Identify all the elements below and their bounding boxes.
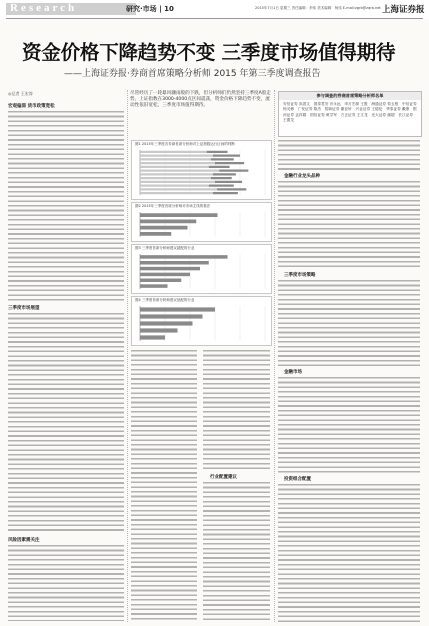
- bar-low: [140, 188, 217, 190]
- bar: [140, 284, 168, 288]
- byline: ◎记者 王宏涛: [8, 91, 33, 96]
- bar-low: [140, 173, 213, 175]
- bar-low: [140, 162, 215, 164]
- bar-range: [215, 162, 244, 164]
- chart-3-title: 图3 三季度首席分析师建议超配的行业: [135, 246, 195, 250]
- bar: [140, 213, 218, 217]
- chart-1: [131, 140, 272, 200]
- bar-low: [140, 177, 211, 179]
- newspaper-logo: 上海证券报: [382, 5, 425, 15]
- bar-low: [140, 155, 213, 157]
- chart-2: [131, 202, 272, 242]
- section-name: 研究·市场 | 10: [126, 5, 174, 13]
- section-heading-right-4: 投资组合配置: [284, 477, 311, 482]
- bar-range: [209, 185, 234, 187]
- bar-low: [140, 166, 209, 168]
- bar: [140, 328, 178, 332]
- bar: [140, 220, 196, 224]
- subheadline: ——上海证券报·券商首席策略分析师 2015 年第三季度调查报告: [64, 69, 321, 79]
- bar-range: [213, 155, 240, 157]
- bar-range: [215, 181, 242, 183]
- bar-range: [211, 177, 232, 179]
- chart-2-plot: [132, 210, 271, 240]
- section-heading-left-2: 三季度市场展望: [8, 306, 40, 311]
- bar-low: [140, 192, 213, 194]
- bar: [140, 273, 190, 277]
- section-heading-left-1: 宏观偏弱 货币政策宽松: [8, 104, 55, 109]
- bar-low: [140, 181, 215, 183]
- article-body-center-3: [203, 482, 270, 622]
- bar: [140, 261, 209, 265]
- chart-1-plot: [132, 148, 271, 198]
- bar-range: [211, 158, 234, 160]
- article-body-center-1: [131, 350, 197, 622]
- column-divider: [274, 90, 275, 622]
- article-body-left-2: [8, 313, 124, 533]
- article-body-center-2: [203, 350, 270, 470]
- chart-2-title: 图2 2015年三季度首席分析师对市场主线的看法: [135, 204, 211, 208]
- analyst-roster-names: 安信证券 高善文 国泰君安 乔永远 申万宏源 王胜 海通证券 荀玉根 中信证券 杨灵修 广发证券 陈杰 招商证券 谢亚轩 兴业证券 王德伦 华泰证券 戴康 银河证券 孟祥娟 国信证券 黄学军 方正证券 王文龙 光大证券 谢超 长江证券 王德龙: [283, 102, 417, 123]
- section-heading-right-1: 金融行业龙头品种: [284, 174, 320, 179]
- analyst-roster-title: 参与调查的券商首席策略分析师名单: [279, 92, 421, 100]
- section-heading-right-3: 金融市场: [284, 370, 302, 375]
- section-heading-center-1: 行业配置建议: [210, 475, 237, 480]
- bar: [140, 314, 203, 318]
- section-heading-right-2: 三季度市场策略: [284, 273, 316, 278]
- bar: [140, 335, 165, 339]
- bar-low: [140, 151, 207, 153]
- intro-text: 尽管经历了一轮暴风骤雨般的下跌，但分析师们仍然坚持三季度A股走势，上证指数在3000-4000点区间震荡，资金价格下降趋势不变，流动性依旧宽松，三季度市场值得期待。: [130, 91, 271, 108]
- chart-3: [131, 244, 272, 294]
- bar-low: [140, 170, 219, 172]
- bar-range: [219, 170, 248, 172]
- bar-low: [140, 185, 209, 187]
- bar-range: [213, 192, 238, 194]
- chart-4-plot: [132, 304, 271, 344]
- article-body-right-2: [278, 181, 420, 269]
- bar-range: [207, 151, 228, 153]
- analyst-roster-box: [278, 91, 422, 137]
- article-body-left-1: [8, 111, 124, 301]
- bar: [140, 321, 193, 325]
- bar: [140, 267, 200, 271]
- bar-low: [140, 158, 211, 160]
- chart-1-title: 图1 2015年三季度各券商首席分析师对上证指数运行区间的判断: [135, 142, 235, 146]
- bar: [140, 279, 181, 283]
- column-divider: [127, 90, 128, 622]
- article-body-right-4: [278, 377, 420, 473]
- headline: 资金价格下降趋势不变 三季度市场值得期待: [22, 41, 396, 64]
- section-word: Research: [10, 2, 78, 14]
- article-body-right-5: [278, 484, 420, 622]
- bar-range: [213, 173, 236, 175]
- bar: [140, 226, 188, 230]
- bar: [140, 232, 171, 236]
- article-body-right-3: [278, 280, 420, 366]
- chart-3-plot: [132, 252, 271, 292]
- date-line: 2015年7月1日 星期三 责任编辑：李伟 美术编辑：杨伟 E-mail:zgrb@zqrb.net: [255, 6, 381, 10]
- bar: [140, 255, 228, 258]
- chart-4: [131, 296, 272, 346]
- bar: [140, 307, 215, 311]
- masthead: [0, 0, 429, 19]
- bar-range: [217, 188, 246, 190]
- article-body-right-1: [278, 140, 420, 170]
- masthead-rule: [6, 18, 423, 19]
- section-heading-left-3: 风险因素需关注: [8, 538, 40, 543]
- article-body-left-3: [8, 545, 124, 621]
- bar-range: [209, 166, 230, 168]
- chart-4-title: 图4 三季度首席分析师建议低配的行业: [135, 298, 195, 302]
